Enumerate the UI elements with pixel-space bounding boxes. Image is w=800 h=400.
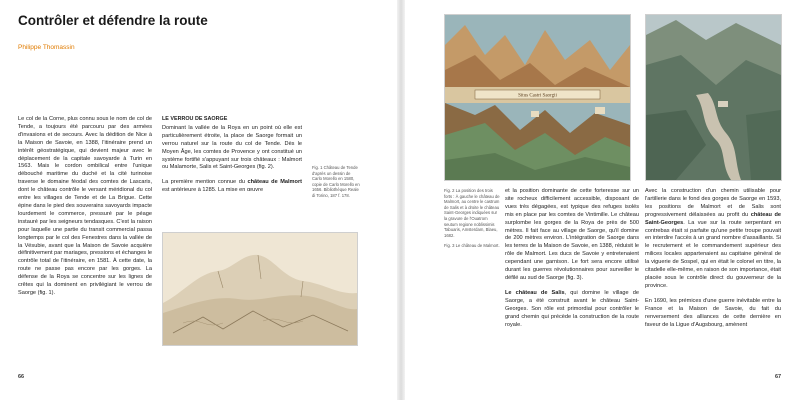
paragraph: En 1690, les prémices d'une guerre inévitable entre la France et la Maison de Savoie, du fait du renversement des alliances de cette dernière en faveur de la Ligue d'Augsbourg, amènent (645, 297, 781, 328)
caption-fig2: Fig. 2 La position des trois forts : À gauche le château de Malmort, au centre le castrum de Salis et à droite le château Saint-Georges indiquées sur la gravure de l'Ouatrom seutum regione noblissimis Tabuaris, Amsterdam, Blaeu, 1682. (444, 188, 500, 238)
paragraph: Le château de Salis, qui domine le village de Saorge, a été construit avant le château Saint-Georges. Son rôle est primordial pour contrôler le grand chemin qui précède la construction de la route royale. (505, 289, 639, 328)
figure-caption-2 (444, 188, 500, 249)
section-heading: LE VERROU DE SAORGE (162, 116, 228, 122)
paragraph: La première mention connue du château de Malmort est antérieure à 1285. La mise en œuvre (162, 179, 302, 194)
book-gutter (397, 0, 405, 400)
valley-photo (646, 15, 781, 180)
engraving-banner: Situs Castri Saorgii (518, 93, 557, 99)
text-column-1 (18, 116, 152, 298)
paragraph: et la position dominante de cette forteresse sur un site rocheux difficilement accessible, disposant de vues très dégagées, est typique des refuges isolés mis en place par les comtes de Vintimille. Le château surplombe les gorges de la Roya de près de 500 mètres. Il fait face au village de Saorge, qu'il domine de 200 mètres environ. L'intégration de Saorge dans les terres de la Maison de Savoie, en 1388, réduisit le rôle de Malmort. Les ducs de Savoie y entretenaient cependant une garnison. Le fort sera encore utilisé durant les guerres révolutionnaires pour surveiller le défilé au sud de Saorge (fig. 3). (505, 188, 639, 281)
figure-caption-1: Fig. 1 Château de Tende d'après un dessin de Carlo Morello en 1580, copie de Carlo Morello en 1656. Bibliothèque Reale di Torino, 187 f. 178. (312, 165, 360, 198)
page-title: Contrôler et défendre la route (18, 13, 208, 28)
paragraph: Avec la construction d'un chemin utilisable pour l'artillerie dans le fond des gorges de Saorge en 1593, les positions de Malmort et de Salis sont progressivement délaissées au profit du château de Saint-Georges. La vue sur la route serpentant en contrebas était si parfaite qu'une petite troupe pouvait en interdire l'accès à un grand nombre d'assaillants. Si le recrutement et le commandement supérieur des milices locales appartenaient au capitaine général de la viguerie de Sospel, qui en était le colonel en titre, la citadelle elle-même, en raison de son importance, était placée sous le contrôle direct du gouverneur de la province. (645, 188, 781, 289)
figure-1-drawing (162, 232, 358, 346)
mountain-sketch (163, 233, 357, 345)
text-column-3 (505, 188, 639, 329)
figure-3-photo (645, 14, 782, 181)
right-page (405, 0, 800, 400)
caption-fig3: Fig. 3 Le château de Malmort. (444, 243, 500, 249)
left-page (0, 0, 397, 400)
text-column-2 (162, 116, 302, 195)
author-name: Philippe Thomassin (18, 44, 75, 51)
engraving-illustration (445, 15, 630, 180)
page-number-right: 67 (775, 374, 782, 380)
text-column-4 (645, 188, 781, 329)
paragraph: Le col de la Corne, plus connu sous le nom de col de Tende, a toujours été parcouru par des armées d'invasions et de secours. Avec la dédition de Nice à la Maison de Savoie, en 1388, l'itinéraire prend un intérêt géostratégique, qui devient majeur avec le déplacement de la capitale savoyarde à Turin en 1563. Mais le cordon ombilical entre l'unique débouché maritime du duché et la cité turinoise traverse le domaine féodal des comtes de Lascaris, dont le château contrôle le versant méridional du col entre les villages de Tende et de La Brigue. Cette épine dans le pied des souverains savoyards impacte lourdement le commerce, pressuré par le péage instauré par les seigneurs tendasques. C'est la raison pour laquelle une partie du transit commercial passa longtemps par le col des Fenestres dans la vallée de la Vésubie, avant que la Maison de Savoie acquière définitivement par mariages, pressions et échanges le contrôle total de l'itinéraire, en 1581. À cette date, la route ne passe pas encore par les gorges. La défense de la Roya se concentre sur les lignes de crêtes qui la dominent en privilégiant le verrou de Saorge (fig. 1). (18, 116, 152, 296)
figure-2-engraving (444, 14, 631, 181)
paragraph: Dominant la vallée de la Roya en un point où elle est particulièrement étroite, la place de Saorge formait un verrou naturel sur la route du col de Tende. Dès le Moyen Âge, les comtes de Provence y ont constitué un système fortifié s'appuyant sur trois châteaux : Malmort ou Malamorte, Salis et Saint-Georges (fig. 2). (162, 124, 302, 171)
page-number-left: 66 (18, 374, 25, 380)
